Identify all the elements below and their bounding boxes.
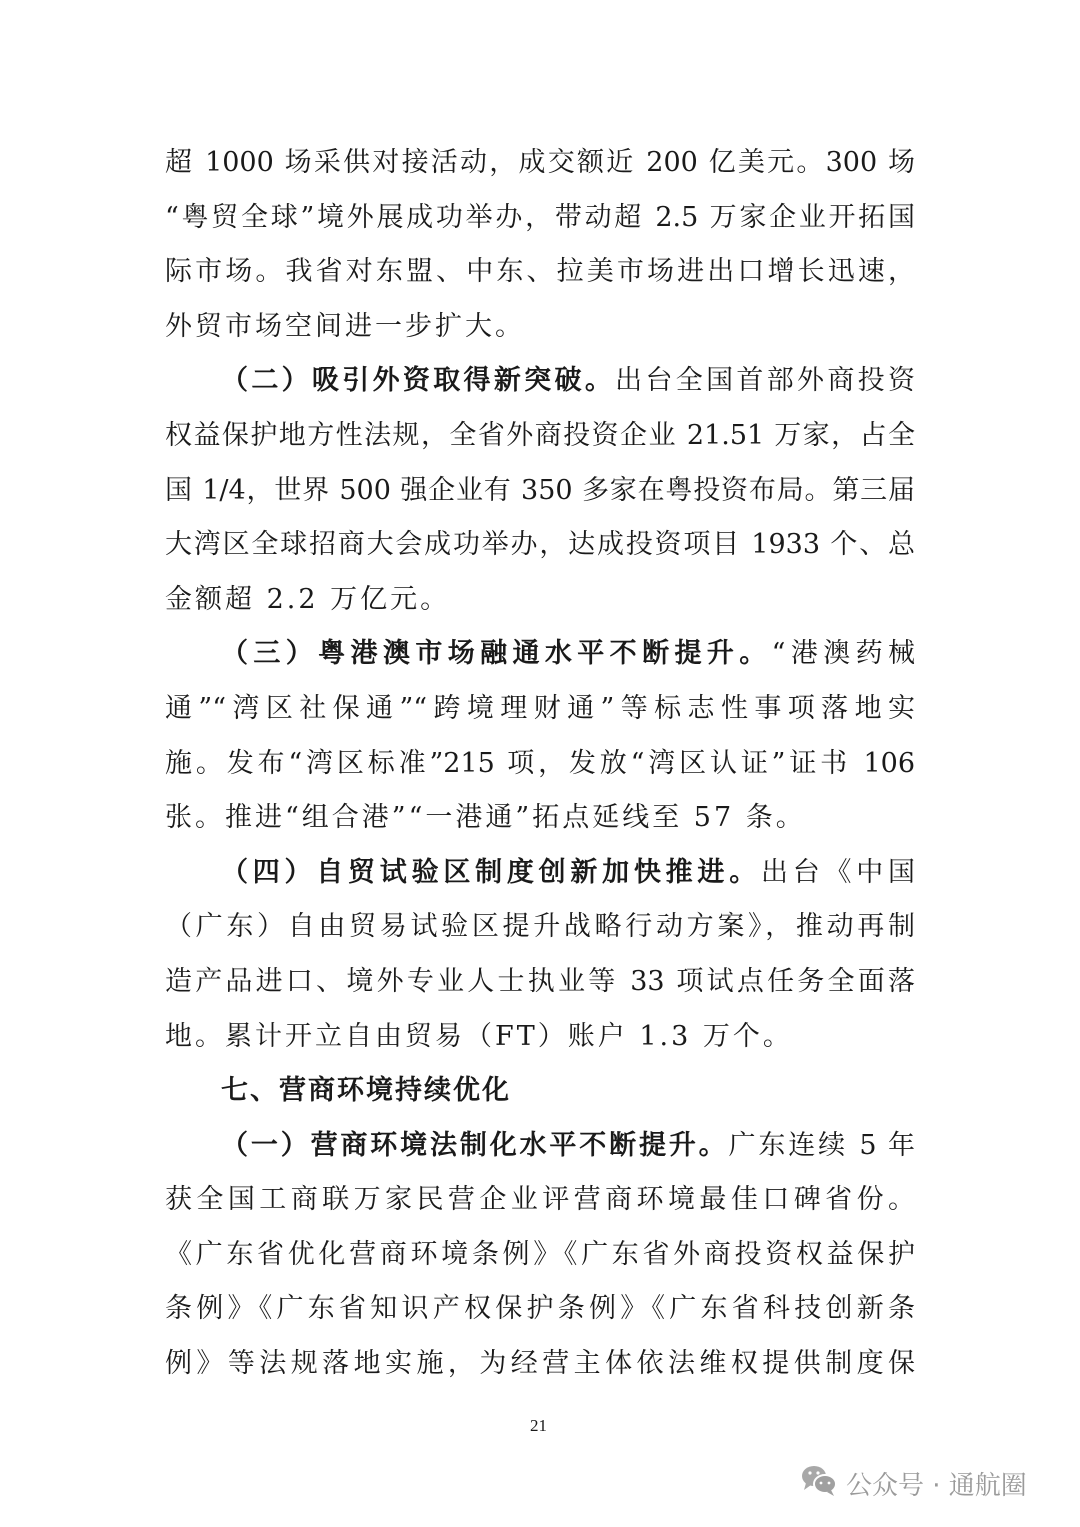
line-text: 广东连续 5 年: [728, 1129, 916, 1161]
text-line: [165, 791, 915, 846]
line-text: 例》等法规落地实施，为经营主体依法维权提供制度保: [165, 1348, 915, 1380]
subsection-title: （二）吸引外资取得新突破。: [221, 365, 616, 397]
text-line: [165, 409, 915, 464]
line-text: 施。发布“湾区标准”215 项，发放“湾区认证”证书 106: [165, 747, 915, 779]
line-text: 权益保护地方性法规，全省外商投资企业 21.51 万家，占全: [165, 419, 915, 451]
text-line: [165, 846, 915, 901]
text-line: [165, 245, 915, 300]
text-line: [165, 737, 915, 792]
text-line: [165, 518, 915, 573]
text-line: [165, 136, 915, 191]
page-number: 21: [530, 1416, 547, 1435]
line-text: （广东）自由贸易试验区提升战略行动方案》，推动再制: [165, 911, 915, 943]
text-line: [165, 191, 915, 246]
document-body: [165, 136, 915, 1392]
wechat-icon: [800, 1463, 838, 1504]
text-line: [165, 1119, 915, 1174]
line-text: 国 1/4，世界 500 强企业有 350 多家在粤投资布局。第三届: [165, 474, 915, 506]
line-text: 造产品进口、境外专业人士执业等 33 项试点任务全面落: [165, 965, 915, 997]
line-text: 外贸市场空间进一步扩大。: [165, 310, 525, 342]
line-text: 大湾区全球招商大会成功举办，达成投资项目 1933 个、总: [165, 529, 915, 561]
text-line: [165, 955, 915, 1010]
watermark: [800, 1463, 1027, 1504]
text-line: [165, 1228, 915, 1283]
line-text: 条例》《广东省知识产权保护条例》《广东省科技创新条: [165, 1293, 915, 1325]
line-text: 地。累计开立自由贸易（FT）账户 1.3 万个。: [165, 1020, 793, 1052]
line-text: 获全国工商联万家民营企业评营商环境最佳口碑省份。: [165, 1184, 915, 1216]
text-line: [165, 1010, 915, 1065]
watermark-text: 公众号 · 通航圈: [846, 1471, 1027, 1501]
line-text: 超 1000 场采供对接活动，成交额近 200 亿美元。300 场: [165, 147, 915, 178]
line-text: 《广东省优化营商环境条例》《广东省外商投资权益保护: [165, 1238, 915, 1270]
line-text: 张。推进“组合港”“一港通”拓点延线至 57 条。: [165, 802, 806, 834]
text-line: [165, 627, 915, 682]
line-text: “港澳药械: [771, 638, 916, 670]
line-text: 出台《中国: [760, 856, 916, 888]
line-text: 际市场。我省对东盟、中东、拉美市场进出口增长迅速，: [165, 256, 915, 288]
heading-text: 七、营商环境持续优化: [221, 1075, 511, 1107]
text-line: [165, 573, 915, 628]
line-text: 金额超 2.2 万亿元。: [165, 583, 451, 615]
line-text: “粤贸全球”境外展成功举办，带动超 2.5 万家企业开拓国: [165, 201, 915, 233]
text-line: [165, 464, 915, 519]
text-line: [165, 1282, 915, 1337]
text-line: [165, 682, 915, 737]
subsection-title: （四）自贸试验区制度创新加快推进。: [221, 856, 761, 888]
section-heading: [165, 1064, 915, 1119]
text-line: [165, 1173, 915, 1228]
line-text: 出台全国首部外商投资: [615, 365, 916, 397]
subsection-title: （三）粤港澳市场融通水平不断提升。: [221, 638, 772, 670]
line-text: 通”“湾区社保通”“跨境理财通”等标志性事项落地实: [165, 692, 915, 724]
text-line: [165, 354, 915, 409]
subsection-title: （一）营商环境法制化水平不断提升。: [221, 1129, 729, 1161]
text-line: [165, 300, 915, 355]
text-line: [165, 1337, 915, 1392]
text-line: [165, 900, 915, 955]
